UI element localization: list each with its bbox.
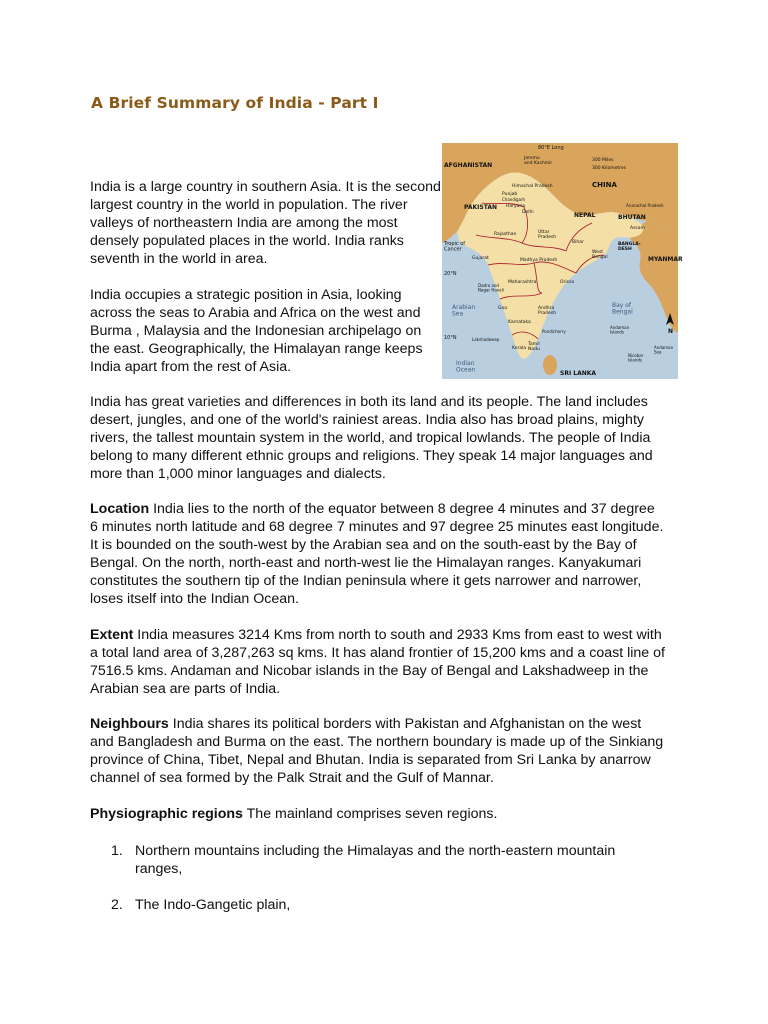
map-label-bay-of-bengal: Bay of Bengal [612,302,633,316]
map-label-haryana: Haryana [506,204,526,209]
neighbours-heading: Neighbours [90,716,169,732]
map-label-andhra: Andhra Pradesh [538,306,557,316]
map-label-rajasthan: Rajasthan [494,232,517,237]
map-label-lat10: 10°N [444,335,457,341]
map-label-bihar: Bihar [572,240,584,245]
neighbours-paragraph [90,715,665,787]
map-label-up: Uttar Pradesh [538,230,557,240]
india-map-image [442,143,683,379]
map-label-punjab: Punjab [502,192,518,197]
map-label-karnataka: Karnataka [508,320,531,325]
map-label-andaman-sea: Andaman Sea [654,345,674,355]
map-label-long80: 80°E Long [538,145,564,151]
map-label-scale-mi: 300 Miles [592,158,614,163]
location-paragraph [90,500,665,608]
intro-paragraph: India is a large country in southern Asia. It is the second largest country in the world in population. The river valleys of northeastern India are among the most densely populated places in the world. India ranks seventh in the world in area. [90,179,441,267]
map-label-dadra: Dadra and Nagar Haveli [478,283,504,293]
map-label-assam: Assam [630,226,645,231]
map-label-west-bengal: West Bengal [592,250,608,260]
map-label-tamil: Tamil Nadu [528,342,540,352]
physiographic-heading: Physiographic regions [90,806,243,822]
list-item-text: The Indo-Gangetic plain, [135,897,291,913]
map-label-bhutan: BHUTAN [618,214,646,221]
map-label-nepal: NEPAL [574,212,596,219]
map-label-arunachal: Arunachal Pradesh [626,203,664,208]
position-paragraph: India occupies a strategic position in Asia, looking across the seas to Arabia and Africa on the west and Burma , Malaysia and the Indonesian archipelago on the east. Geographically, the Himalayan range keeps India apart from the rest of Asia. [90,287,423,375]
map-label-north: N [668,328,674,335]
map-label-lat20: 20°N [444,271,457,277]
physiographic-text: The mainland comprises seven regions. [242,806,498,822]
map-label-goa: Goa [498,306,507,311]
page-title: A Brief Summary of India - Part I [91,94,379,112]
map-label-pondicherry: Pondicherry [542,329,566,334]
location-heading: Location [90,501,150,517]
map-label-himachal: Himachal Pradesh [512,184,553,189]
map-label-orissa: Orissa [560,280,575,285]
map-label-kerala: Kerala [512,346,527,351]
map-label-afghanistan: AFGHANISTAN [444,162,493,169]
map-label-china: CHINA [592,181,617,189]
map-label-scale-km: 300 Kilometres [592,166,627,171]
extent-text: India measures 3214 Kms from north to south and 2933 Kms from east to west with a total land area of 3,287,263 sq kms. It has aland frontier of 15,200 kms and a coast line of 7516.5 kms. Andaman and Nicobar islands in the Bay of Bengal and Lakshadweep in the Arabian sea are parts of India. [90,627,665,697]
map-label-madhya: Madhya Pradesh [520,258,558,263]
map-label-gujarat: Gujarat [472,256,489,261]
map-label-jk: Jammu and Kashmir [524,156,553,166]
map-label-andaman: Andaman Islands [610,325,630,335]
map-label-maharashtra: Maharashtra [508,280,537,285]
map-label-pakistan: PAKISTAN [464,204,497,211]
location-text: India lies to the north of the equator between 8 degree 4 minutes and 37 degree 6 minutes north latitude and 68 degree 7 minutes and 97 degree 25 minutes east longitude. It is bounded on the south-west by the Arabian sea and on the south-east by the Bay of Bengal. On the north, north-east and north-west lie the Himalayan ranges. Kanyakumari constitutes the southern tip of the Indian peninsula where it gets narrower and narrower, loses itself into the Indian Ocean. [90,501,664,607]
map-label-tropic: Tropic of Cancer [444,241,466,253]
sri-lanka-land [543,355,557,375]
map-label-bangladesh: BANGLA-DESH [618,242,641,252]
map-label-myanmar: MYANMAR [648,256,683,263]
map-label-delhi: Delhi [522,210,534,215]
extent-paragraph [90,626,665,698]
map-label-sri-lanka: SRI LANKA [560,370,597,377]
map-label-chandigarh: Chandigarh [502,197,526,202]
list-item-number: 2. [111,897,123,913]
map-label-lakshadweep: Lakshadweep [472,337,500,342]
map-label-indian-ocean: Indian Ocean [456,360,476,374]
neighbours-text: India shares its political borders with Pakistan and Afghanistan on the west and Bangladesh and Burma on the east. The northern boundary is made up of the Sinkiang province of China, Tibet, Nepal and Bhutan. India is separated from Sri Lanka by anarrow channel of sea formed by the Palk Strait and the Gulf of Mannar. [90,716,664,786]
map-label-nicobar: Nicobar Islands [628,353,644,363]
diversity-paragraph: India has great varieties and differences in both its land and its people. The land includes desert, jungles, and one of the world's rainiest areas. India also has broad plains, mighty rivers, the tallest mountain system in the world, and tropical lowlands. The people of India belong to many different ethnic groups and religions. They speak 14 major languages and more than 1,000 minor languages and dialects. [90,394,653,482]
physiographic-paragraph [90,805,665,823]
map-label-arabian-sea: Arabian Sea [452,304,476,318]
list-item-number: 1. [111,843,123,859]
list-item-text: Northern mountains including the Himalayas and the north-eastern mountain ranges, [135,843,616,877]
extent-heading: Extent [90,627,134,643]
